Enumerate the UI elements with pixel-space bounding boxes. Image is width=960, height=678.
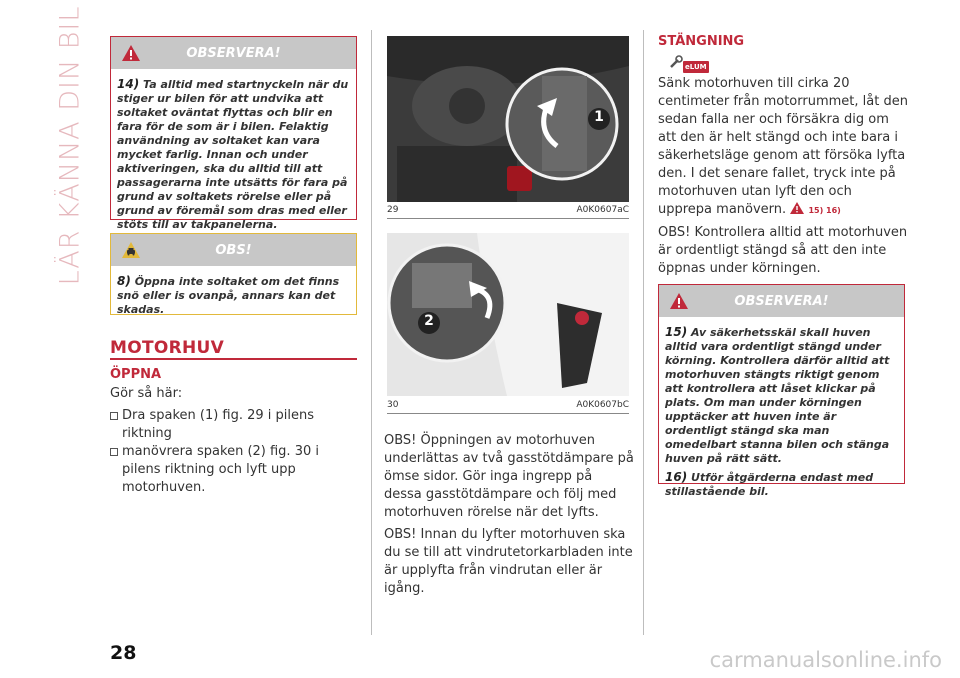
warning-box-header: [659, 285, 904, 317]
figure-30-image: [387, 233, 629, 396]
figure-30-code: A0K0607bC: [576, 400, 629, 410]
note-box-left: [110, 233, 357, 315]
list-item: [110, 407, 360, 443]
chapter-side-title: [52, 5, 88, 285]
opening-intro: Gör så här:: [110, 386, 183, 401]
subsection-title-oppna: ÖPPNA: [110, 367, 162, 382]
figure-30-caption: [387, 400, 629, 410]
warning-ref: 14): [117, 77, 140, 91]
elum-icon: eLUM: [685, 63, 707, 71]
middle-column-text: [384, 432, 634, 602]
section-title-motorhuv: MOTORHUV: [110, 338, 225, 358]
note-box-title: OBS!: [215, 242, 252, 258]
subsection-title-stangning: STÄNGNING: [658, 34, 745, 49]
warning-box-title: OBSERVERA!: [186, 45, 281, 61]
warning-text: Ta alltid med startnyckeln när du stiger ur bilen för att undvika att soltaket oväntat flyttas och blir en fara för de som är i bilen. Felaktig användning av soltaket kan vara mycket farlig. Innan och under aktiveringen, ska du alltid till att passagerarna inte utsätts för fara på grund av soltakets rörelse eller på grund av föremål som dras med eller stöts till av takpanelerna.: [117, 78, 349, 231]
bullet-square-icon: [110, 448, 118, 456]
note-ref: 8): [117, 274, 131, 288]
note-box-header: [111, 234, 356, 266]
figure-29-caption-rule: [387, 218, 629, 219]
warning-text: Av säkerhetsskäl skall huven alltid vara ordentligt stängd under körning. Kontrollera därför alltid att motorhuven stängts riktigt genom att kontrollera att låset klickar på plats. Om man under körningen upptäcker att huven inte är ordentligt stängd ska man omedelbart stanna bilen och stänga huven på rätt sätt.: [665, 326, 890, 465]
gas-strut-note: OBS! Öppningen av motorhuven underlättas av två gasstötdämpare på ömse sidor. Gör inga ingrepp på dessa gasstötdämpare och följ med motorhuven rörelse när det lyfts.: [384, 433, 634, 520]
chapter-title-text: LÄR KÄNNA DIN BIL: [54, 5, 86, 285]
figure-30-number: 30: [387, 400, 399, 410]
watermark: carmanualsonline.info: [709, 648, 942, 672]
warning-triangle-icon: [790, 202, 804, 214]
warning-box-body: [659, 317, 904, 511]
opening-instructions: [110, 385, 360, 497]
wiper-note: OBS! Innan du lyfter motorhuven ska du se till att vindrutetorkarbladen inte är upplyfta från vindrutan eller är igång.: [384, 527, 633, 596]
warning-box-title: OBSERVERA!: [734, 293, 829, 309]
closing-instructions: [658, 75, 908, 282]
bullet-text: manövrera spaken (2) fig. 30 i pilens riktning och lyft upp motorhuven.: [122, 444, 319, 495]
figure-30-caption-rule: [387, 413, 629, 414]
warning-text: Utför åtgärderna endast med stillastående bil.: [665, 471, 874, 498]
figure-29-caption: [387, 205, 629, 215]
figure-30-callout: 2: [424, 313, 434, 329]
note-text: Öppna inte soltaket om det finns snö eller is ovanpå, annars kan det skadas.: [117, 275, 340, 316]
column-divider-left: [371, 30, 372, 635]
bullet-square-icon: [110, 412, 118, 420]
wrench-icon: [668, 54, 684, 70]
figure-29-number: 29: [387, 205, 399, 215]
closing-check-note: OBS! Kontrollera alltid att motorhuven är ordentligt stängd så att den inte öppnas under körningen.: [658, 225, 908, 276]
list-item: [110, 443, 360, 497]
elum-badge: [683, 54, 709, 73]
warning-box-body: [111, 69, 356, 244]
figure-29-callout: 1: [594, 109, 604, 125]
figure-29-code: A0K0607aC: [576, 205, 629, 215]
closing-refs: 15) 16): [808, 206, 841, 215]
warning-box-header: [111, 37, 356, 69]
warning-box-right: [658, 284, 905, 498]
figure-29-image: [387, 36, 629, 202]
page-number: 28: [110, 642, 137, 664]
warning-ref: 15): [665, 325, 688, 339]
bullet-text: Dra spaken (1) fig. 29 i pilens riktning: [122, 408, 315, 441]
warning-ref: 16): [665, 470, 688, 484]
column-divider-right: [643, 30, 644, 635]
closing-text: Sänk motorhuven till cirka 20 centimeter från motorrummet, låt den sedan falla ner och försäkra dig om att den är helt stängd och inte bara i säkerhetsläge genom att försöka lyfta den. I det senare fallet, tryck inte på motorhuven utan lyft den och upprepa manövern.: [658, 76, 908, 217]
section-title-rule: [110, 358, 357, 360]
note-box-body: [111, 266, 356, 329]
warning-box-left: [110, 36, 357, 231]
